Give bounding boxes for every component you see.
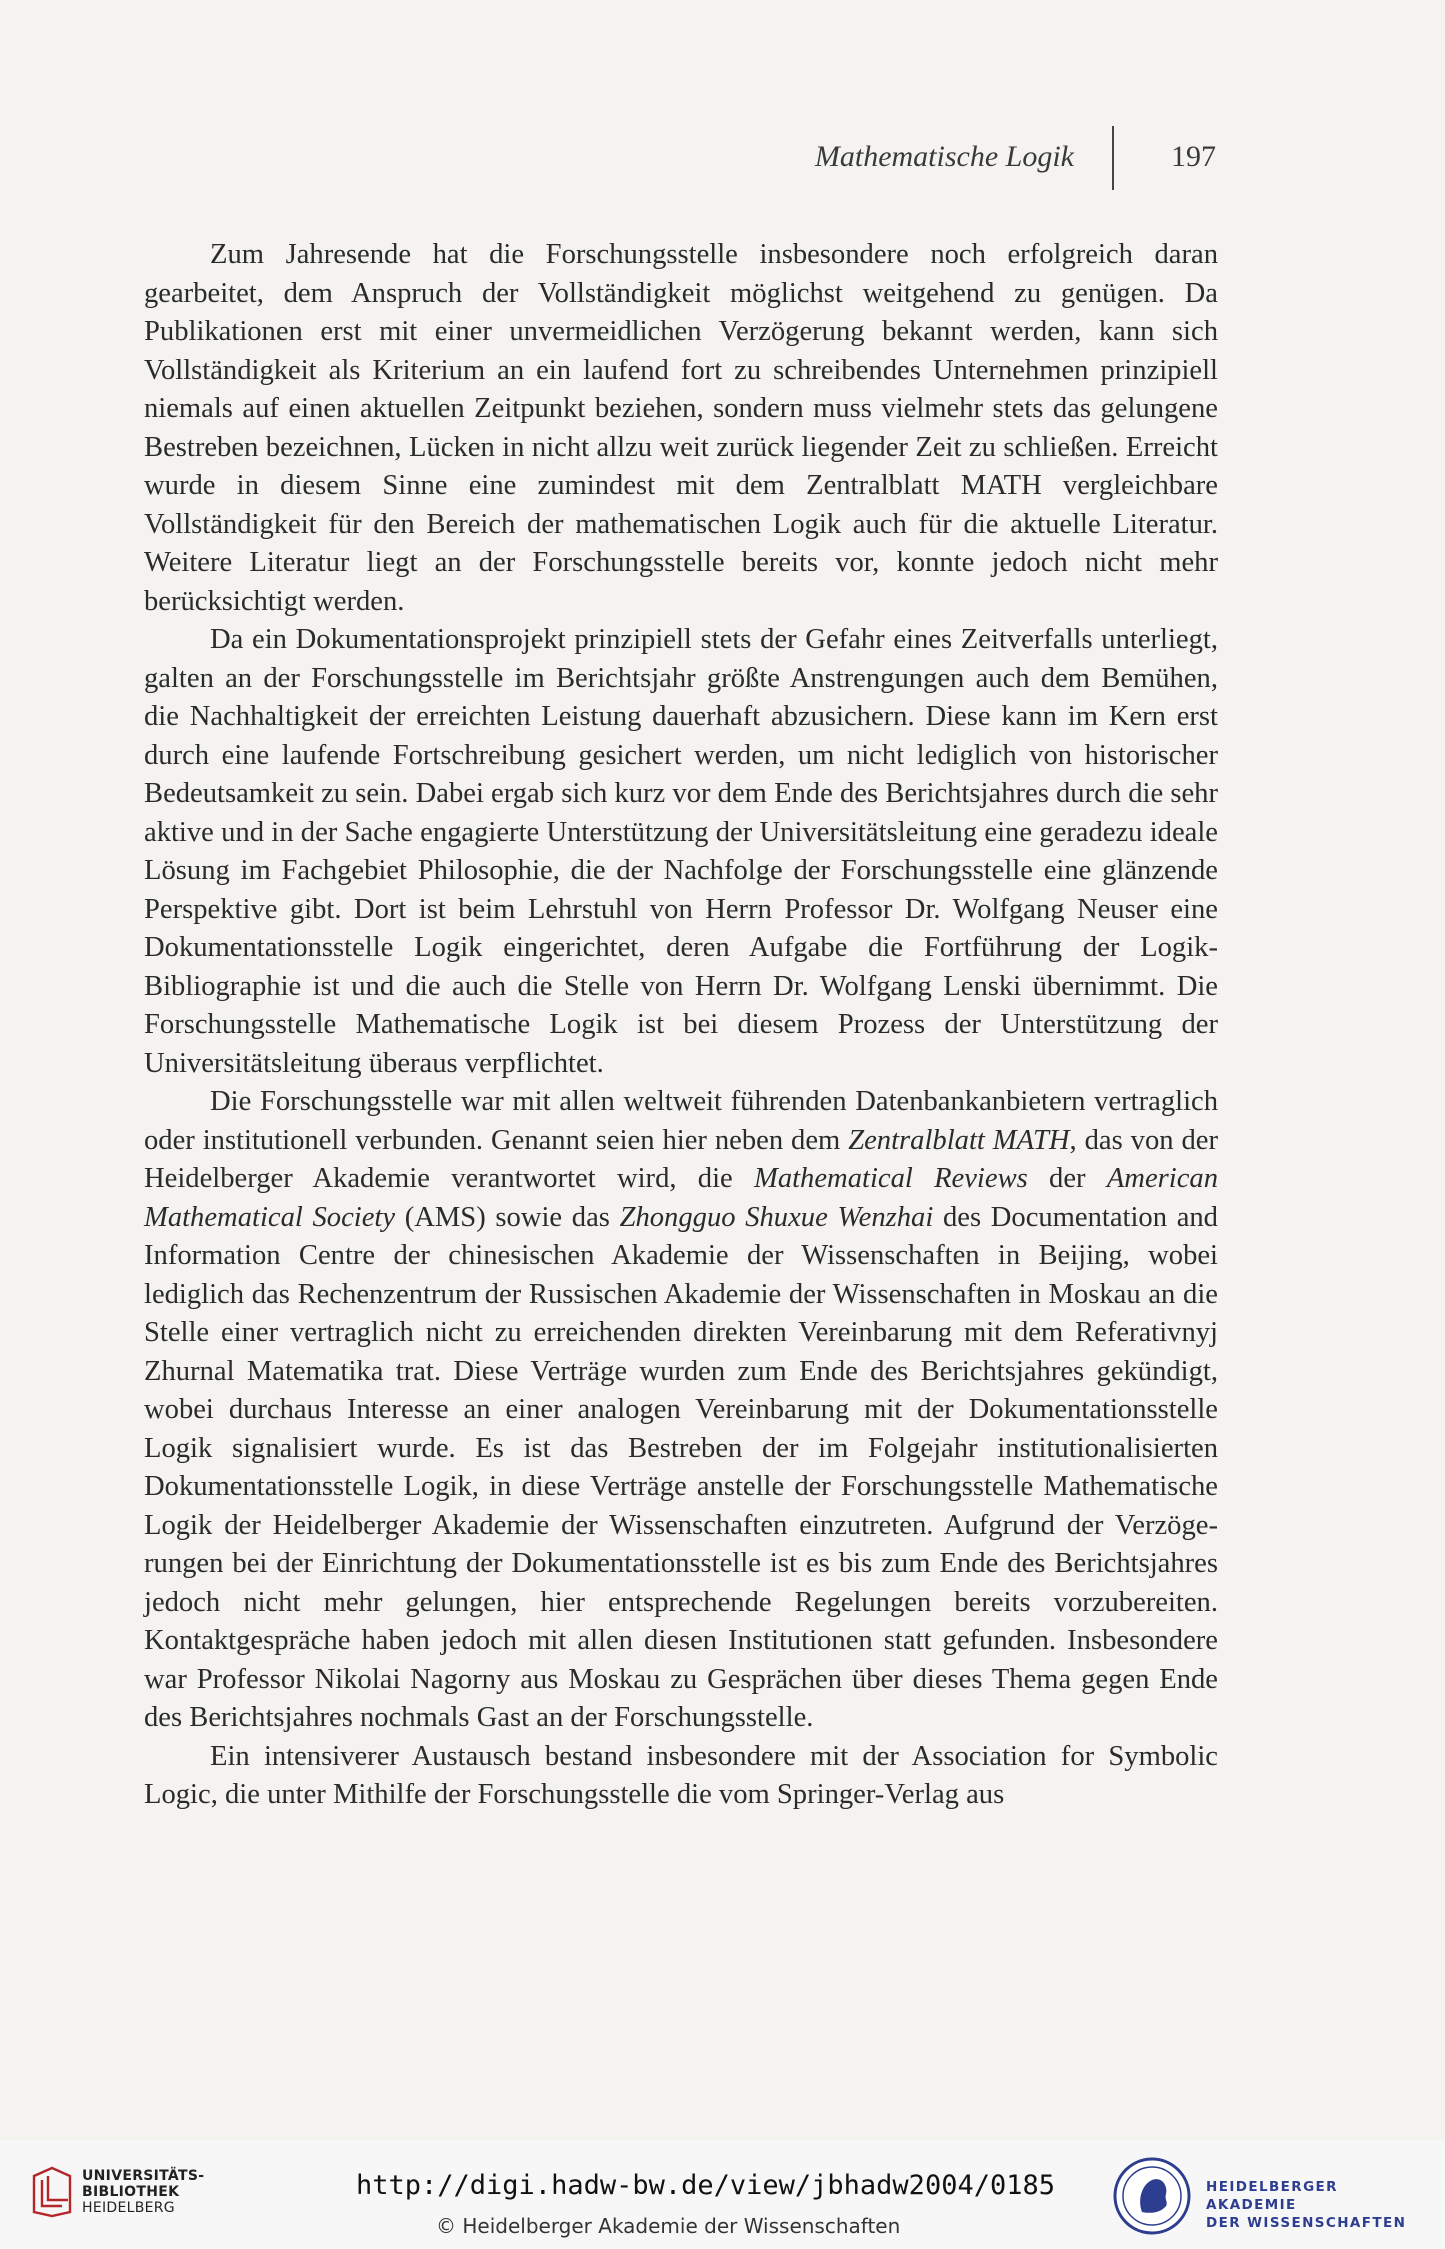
paragraph xyxy=(144,621,1218,1083)
text-span: des Documentation and Information Centre der chinesischen Akademie der Wissenschaften in Beijing, wobei lediglich das Rechenzentrum der Russischen Akademie der Wissenschaften in Moskau an die Stelle einer vertraglich nicht zu erreichenden direkten Vereinbarung mit dem Referativnyj Zhurnal Matematika trat. Diese Verträge wurden zum Ende des Berichtsjahres gekündigt, wobei durchaus Interesse an einer analogen Vereinbarung mit der Dokumentationsstelle Logik signalisiert wurde. Es ist das Bestreben der im Folgejahr institutionalisierten Dokumentationsstelle Logik, in diese Verträge anstelle der Forschungsstelle Mathematische Logik der Heidelberger Akademie der Wissenschaften einzutreten. Aufgrund der Verzögerungen bei der Einrichtung der Dokumentationsstelle ist es bis zum Ende des Berichtsjahres jedoch nicht mehr gelungen, hier entsprechende Regelungen bereits vorzubereiten. Kontaktgespräche haben jedoch mit allen diesen Institutionen statt gefunden. Insbesondere war Professor Nikolai Nagorny aus Moskau zu Gesprächen über dieses Thema gegen Ende des Berichtsjahres nochmals Gast an der Forschungsstelle. xyxy=(144,1201,1218,1733)
text-span: Zum Jahresende hat die Forschungsstelle insbesondere noch erfolgreich daran gearbeitet, dem Anspruch der Vollständigkeit möglichst weitgehend zu genügen. Da Publikationen erst mit einer unvermeidlichen Verzögerung bekannt werden, kann sich Vollständigkeit als Kriterium an ein laufend fort zu schreibendes Unternehmen prinzipiell niemals auf einen aktuellen Zeitpunkt beziehen, sondern muss vielmehr stets das gelungene Bestreben bezeichnen, Lücken in nicht allzu weit zurück liegender Zeit zu schließen. Erreicht wurde in diesem Sinne eine zumindest mit dem Zentralblatt MATH vergleichbare Vollständigkeit für den Bereich der mathematischen Logik auch für die aktuelle Literatur. Weitere Literatur liegt an der Forschungsstelle bereits vor, konnte jedoch nicht mehr berücksichtigt werden. xyxy=(144,239,1218,617)
text-span: (AMS) sowie das xyxy=(395,1201,620,1233)
section-title: Mathematische Logik xyxy=(814,140,1074,173)
paragraph xyxy=(144,1083,1218,1738)
university-library-logo[interactable] xyxy=(30,2164,205,2228)
academy-logo[interactable] xyxy=(1112,2156,1432,2236)
body-text xyxy=(144,236,1218,1815)
text-span: Ein intensiverer Austausch bestand insbesondere mit der Association for Symbolic Logic, die unter Mithilfe der Forschungsstelle die vom Springer-Verlag aus xyxy=(144,1740,1218,1810)
paragraph xyxy=(144,236,1218,621)
header-divider xyxy=(1112,126,1114,190)
library-mark-icon xyxy=(30,2166,74,2218)
italic-title-span: Mathematical Reviews xyxy=(754,1163,1028,1194)
permalink-url[interactable]: http://digi.hadw-bw.de/view/jbhadw2004/0185 xyxy=(356,2170,1055,2201)
text-span: Da ein Dokumentationsprojekt prinzipiell stets der Gefahr eines Zeitverfalls unterliegt, galten an der Forschungsstelle im Berichtsjahr größte Anstrengungen auch dem Bemühen, die Nachhaltigkeit der erreichten Leistung dauerhaft abzusichern. Diese kann im Kern erst durch eine laufende Fortschreibung gesichert werden, um nicht lediglich von historischer Bedeutsamkeit zu sein. Dabei ergab sich kurz vor dem Ende des Berichtsjahres durch die sehr aktive und in der Sache engagierte Unterstützung der Universitätsleitung eine geradezu ideale Lösung im Fachgebiet Philosophie, die der Nachfolge der Forschungsstelle eine glänzende Perspektive gibt. Dort ist beim Lehrstuhl von Herrn Professor Dr. Wolfgang Neuser eine Dokumentationsstelle Logik eingerichtet, deren Aufgabe die Fortführung der Logik-Bibliographie ist und die auch die Stelle von Herrn Dr. Wolfgang Lenski übernimmt. Die Forschungsstelle Mathematische Logik ist bei diesem Prozess der Unterstützung der Universitätsleitung überaus verpflichtet. xyxy=(144,624,1218,1079)
copyright-notice: © Heidelberger Akademie der Wissenschaften xyxy=(436,2214,901,2238)
running-head xyxy=(700,140,1220,190)
italic-title-span: American Mathematical Society xyxy=(144,1163,1219,1233)
library-logo-line-1: UNIVERSITÄTS- xyxy=(82,2168,205,2184)
academy-seal-icon xyxy=(1112,2156,1192,2236)
text-span: Die Forschungsstelle war mit allen weltweit führenden Datenbankanbietern vertraglich oder institutionell verbunden. Genannt seien hier neben dem xyxy=(144,1086,1218,1156)
italic-title-span: Zhongguo Shuxue Wenzhai xyxy=(619,1201,934,1233)
paragraph xyxy=(144,1738,1218,1815)
academy-logo-line-1: HEIDELBERGER AKADEMIE xyxy=(1206,2179,1338,2213)
text-span: , das von der Heidelberger Akademie verantwortet wird, die xyxy=(144,1124,1218,1194)
academy-logo-line-2: DER WISSENSCHAFTEN xyxy=(1206,2215,1407,2231)
library-logo-line-3: HEIDELBERG xyxy=(82,2200,175,2216)
italic-title-span: Zentralblatt MATH xyxy=(848,1124,1070,1156)
digitization-footer xyxy=(0,2140,1445,2249)
page-number: 197 xyxy=(1171,140,1216,173)
text-span: der xyxy=(1027,1163,1107,1194)
library-logo-line-2: BIBLIOTHEK xyxy=(82,2184,180,2200)
